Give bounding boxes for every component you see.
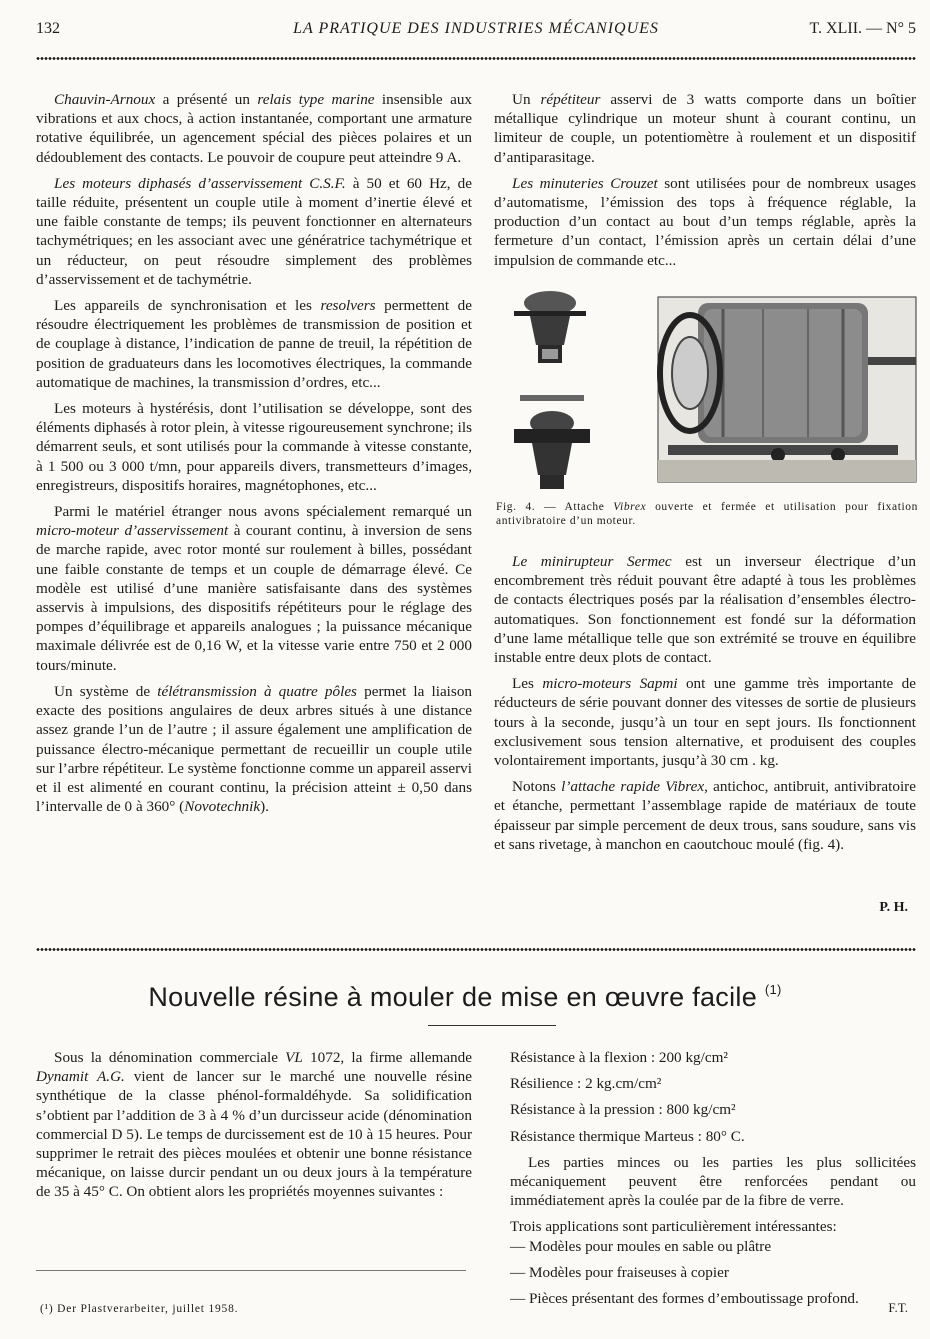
paragraph: Chauvin-Arnoux a présenté un relais type marine insensible aux vibrations et aux chocs, à action instantanée, comportant une armature rotative équilibrée, un agencement spécial des pièces polaires et un dédoublement des contacts. Le pouvoir de coupure peut atteindre 9 A. [36,91,473,166]
paragraph: Les parties minces ou les parties les plus sollicitées mécaniquement peuvent être renforcées pendant ou immédiatement après la coulée par de la fibre de verre. [510,1153,916,1210]
figure-4-vibrex-fastener [508,285,918,500]
paragraph: Un système de télétransmission à quatre pôles permet la liaison exacte des positions angulaires de deux arbres situés à une distance assez grande l’un de l’autre ; il assure également une amplification de puissance électro-mécanique permettant de recueillir un couple utile sur l’arbre répétiteur. Le système fonctionne comme un appareil asservi et il est alimenté en courant continu, la précision atteint ± 0,50 dans l’intervalle de 0 à 360° (Novotechnik). [36,682,473,816]
section-dotted-rule [36,947,916,952]
page-number: 132 [36,20,60,37]
applications-list [510,1237,916,1309]
journal-title: LA PRATIQUE DES INDUSTRIES MÉCANIQUES [293,20,659,37]
motor-drawing [658,297,916,482]
article1-signature: P. H. [879,900,908,915]
plate-drawing [520,395,584,401]
application-item: — Modèles pour fraiseuses à copier [510,1263,729,1281]
title-underline [428,1025,556,1026]
running-header [36,20,916,42]
article2-signature: F.T. [888,1300,908,1315]
paragraph: Les moteurs diphasés d’asservissement C.S.F. à 50 et 60 Hz, de taille réduite, présentent un couple utile à moment d’inertie élevé et une faible constante de temps; ils peuvent fonctionner en alternateurs tachymétriques; en les associant avec une génératrice tachymétrique et un réducteur, on peut résoudre simplement des problèmes d’asservissement et de tachymétrie. [36,174,473,288]
property-line: Résistance à la pression : 800 kg/cm² [510,1101,736,1119]
paragraph: Les minuteries Crouzet sont utilisées pour de nombreux usages d’automatisme, l’émission des tops à fréquence réglable, la production d’un contact au bout d’un temps réglable, après la fermeture d’un contact, l’émission après un certain délai d’une impulsion de commande etc... [494,174,917,269]
paragraph: Parmi le matériel étranger nous avons spécialement remarqué un micro-moteur d’asservissement à courant continu, à inversion de sens de marche rapide, avec rotor monté sur roulement à billes, possédant une faible constante de temps et un couple de démarrage élevé. Ce modèle est utilisé d’une manière satisfaisante dans des systèmes asservis à impulsions, des dispositifs répétiteurs pour le réglage des pompes d’équilibrage et appareils analogues ; la puissance mécanique maximale délivrée est de 0,16 W, et la vitesse varie entre 750 et 2 000 tours/minute. [36,503,472,674]
properties-list [510,1048,916,1146]
paragraph: Sous la dénomination commerciale VL 1072, la firme allemande Dynamit A.G. vient de lancer sur le marché une nouvelle résine synthétique de la classe phénol-formaldéhyde. Sa solidification s’obtient par l’addition de 3 à 4 % d’un durcisseur acide (dénomination commercial D 5). Le temps de durcissement est de 10 à 15 heures. Pour supprimer le retrait des pièces moulées et obtenir une bonne résistance mécanique, on laisse durcir pendant un ou deux jours à la température de 35 à 45° C. On obtient alors les propriétés moyennes suivantes : [36,1049,472,1201]
article2-title [0,982,930,1013]
property-line: Résistance thermique Marteus : 80° C. [510,1127,745,1145]
article2-left-column [36,1048,472,1209]
article2-right-paragraphs [510,1153,916,1211]
paragraph: Le minirupteur Sermec est un inverseur électrique d’un encombrement très réduit pouvant être adapté à tous les problèmes de contacts électriques posés par la réalisation d’ensembles électro-automatiques. Son fonctionnement est fondé sur la déformation d’une lame métallique telle que son extrémité se trouve en équilibre instable entre deux plots de contact. [494,553,916,667]
footnote: (¹) Der Plastverarbeiter, juillet 1958. [40,1303,239,1315]
paragraph: Les micro-moteurs Sapmi ont une gamme très importante de réducteurs de série pouvant donner des vitesses de sortie de plusieurs tours à la seconde, jusqu’à un tour en sept jours. Ils fonctionnent exclusivement sous tension alternative, et produisent des couples volontairement importants, jusqu’à 30 cm . kg. [494,675,916,770]
header-dotted-rule [36,56,916,61]
figure-4-caption: Fig. 4. — Attache Vibrex ouverte et fermée et utilisation pour fixation antivibratoire d’un moteur. [496,501,918,527]
paragraph: Les moteurs à hystérésis, dont l’utilisation se développe, sont des éléments diphasés à rotor plein, à vitesse rigoureusement synchrone; ils démarrent seuls, et sont utilisés pour la commande à vitesse constante, à 1 500 ou 3 000 t/mn, pour appareils divers, transmetteurs d’images, enregistreurs, dispositifs horaires, magnétophones, etc... [36,400,472,494]
paragraph: Un répétiteur asservi de 3 watts comporte dans un boîtier métallique cylindrique un moteur shunt à courant continu, un limiteur de couple, un potentiomètre à roulement et un dispositif d’antiparasitage. [494,91,917,166]
article2-title-text: Nouvelle résine à mouler de mise en œuvre facile [148,982,758,1012]
property-line: Résistance à la flexion : 200 kg/cm² [510,1049,728,1066]
article1-right-column-bottom [494,552,916,861]
article1-right-column-top [494,90,916,277]
paragraph: Notons l’attache rapide Vibrex, antichoc, antibruit, antivibratoire et étanche, permettant l’assemblage rapide de matériaux de toute épaisseur par simple percement de deux trous, sans soudure, sans vis et sans rivetage, à manchon en caoutchouc moulé (fig. 4). [494,778,916,853]
paragraph: Les appareils de synchronisation et les resolvers permettent de résoudre électriquement les problèmes de transmission de position et de couplage à distance, l’indication de panne de treuil, la répétition de position de graduateurs dans les locomotives électriques, la commande automatique de machines, la transmission d’ordres, etc... [36,297,472,391]
property-line: Résilience : 2 kg.cm/cm² [510,1075,662,1093]
applications-intro: Trois applications sont particulièrement intéressantes: [510,1218,837,1236]
article1-left-column [36,90,472,823]
article2-title-note: (1) [764,982,782,997]
article2-right-column [510,1048,916,1315]
application-item: — Modèles pour moules en sable ou plâtre [510,1237,772,1255]
application-item: — Pièces présentant des formes d’emboutissage profond. [510,1290,859,1308]
footnote-rule [36,1270,466,1271]
volume-number: T. XLII. — N° 5 [809,20,916,37]
